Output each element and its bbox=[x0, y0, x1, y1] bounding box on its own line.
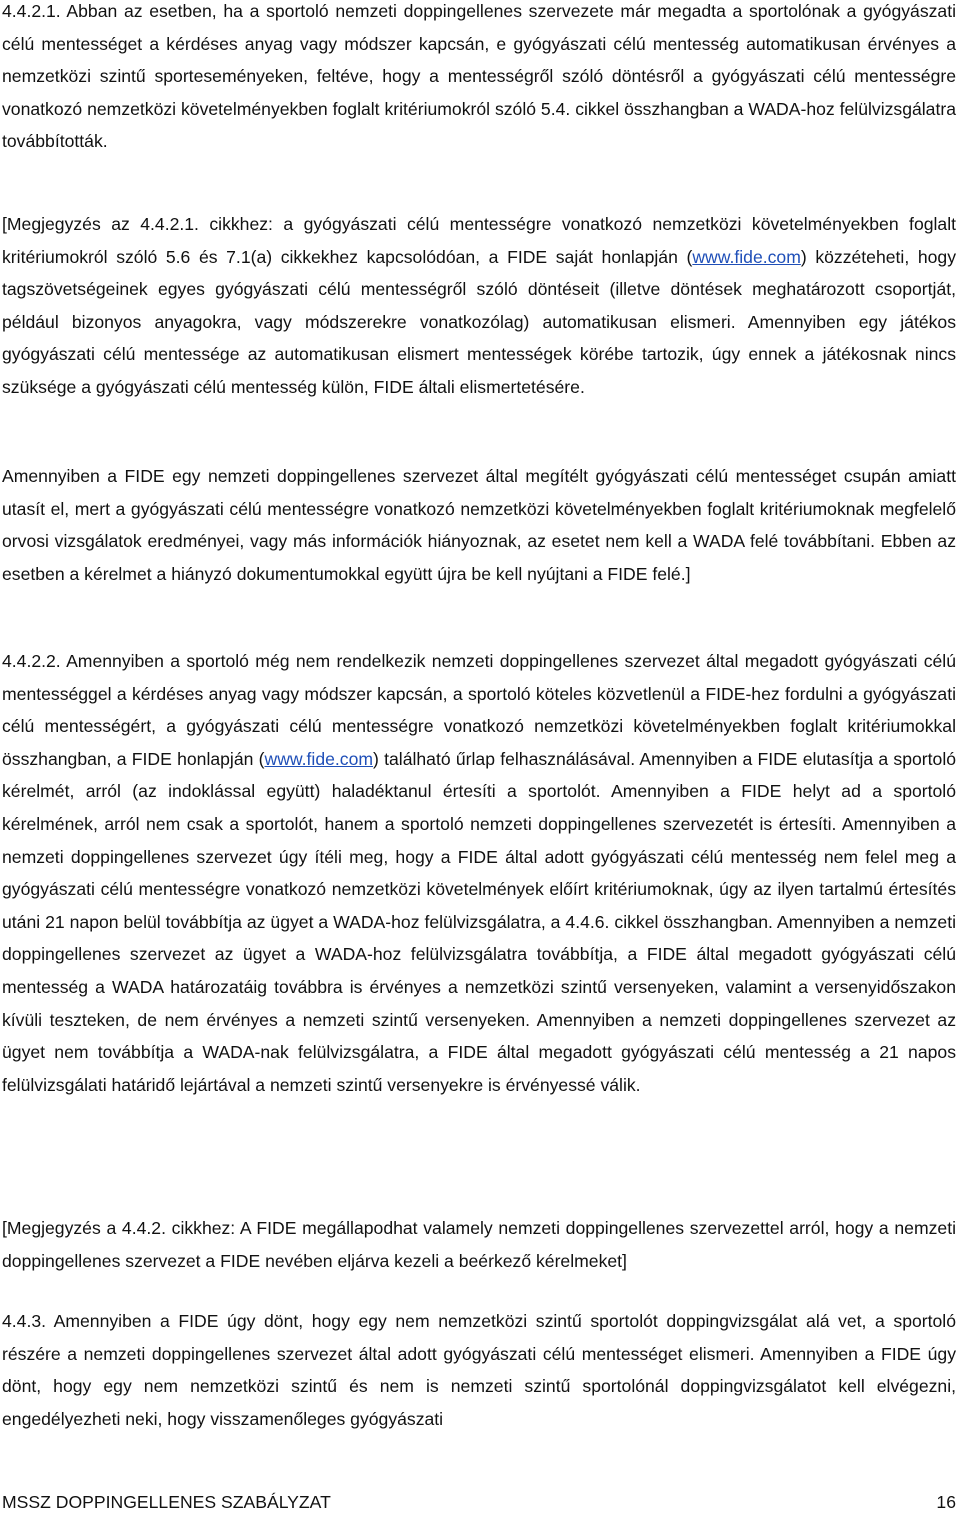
paragraph-4-4-3: 4.4.3. Amennyiben a FIDE úgy dönt, hogy egy nem nemzetközi szintű sportolót doppingvizsgálat alá vet, a sportoló részére a nemzeti doppingellenes szervezet által adott gyógyászati célú mentességet elismeri. Amennyiben a FIDE úgy dönt, hogy egy nem nemzetközi szintű és nem is nemzeti szintű sportolónál doppingvizsgálatot kell elvégezni, engedélyezheti neki, hogy visszamenőleges gyógyászati bbox=[2, 1311, 956, 1429]
fide-website-link-2[interactable]: www.fide.com bbox=[264, 748, 374, 769]
paragraph-rejection-note: Amennyiben a FIDE egy nemzeti doppingellenes szervezet által megítélt gyógyászati célú mentességet csupán amiatt utasít el, mert a gyógyászati célú mentességre vonatkozó nemzetközi követelményekben foglalt kritériumoknak megfelelő orvosi vizsgálatok eredményei, vagy más információk hiányoznak, az esetet nem kell a WADA felé továbbítani. Ebben az esetben a kérelmet a hiányzó dokumentumokkal együtt újra be kell nyújtani a FIDE felé.] bbox=[2, 466, 956, 584]
note-text-end: ) közzéteheti, hogy tagszövetségeinek egyes gyógyászati célú mentességről szóló döntéseit (illetve döntések meghatározott csoportját, például bizonyos anyagokra, vagy módszerekre vonatkozólag) automatikusan elismeri. Amennyiben egy játékos gyógyászati célú mentessége az automatikusan elismert mentességek körébe tartozik, úgy ennek a játékosnak nincs szüksége a gyógyászati célú mentesség külön, FIDE általi elismertetésére. bbox=[2, 246, 956, 397]
footer-title: MSSZ DOPPINGELLENES SZABÁLYZAT bbox=[2, 1492, 331, 1512]
page-number: 16 bbox=[936, 1492, 956, 1512]
note-paragraph-4-4-2-1 bbox=[2, 208, 956, 404]
paragraph-4-4-2-2-start: 4.4.2.2. Amennyiben a sportoló még nem rendelkezik nemzeti doppingellenes szervezet által megadott gyógyászati célú mentességgel a kérdéses anyag vagy módszer kapcsán, a sportoló köteles közvetlenül a FIDE-hez fordulni a gyógyászati célú mentességért, a gyógyászati célú mentességre vonatkozó nemzetközi követelményekben foglalt kritériumokkal összhangban, a FIDE honlapján ( bbox=[2, 651, 956, 769]
paragraph-4-4-2-2-end: ) található űrlap felhasználásával. Amennyiben a FIDE elutasítja a sportoló kérelmét, arról (az indoklással együtt) haladéktanul értesíti a sportolót. Amennyiben a FIDE helyt ad a sportoló kérelmének, arról nem csak a sportolót, hanem a sportoló nemzeti doppingellenes szervezetét is értesíti. Amennyiben a nemzeti doppingellenes szervezet úgy ítéli meg, hogy a FIDE által adott gyógyászati célú mentesség nem felel meg a gyógyászati célú mentességre vonatkozó nemzetközi követelmények előírt kritériumoknak, úgy az ilyen tartalmú értesítés utáni 21 napon belül továbbítja az ügyet a WADA-hoz felülvizsgálatra, a 4.4.6. cikkel összhangban. Amennyiben a nemzeti doppingellenes szervezet az ügyet a WADA-hoz felülvizsgálatra továbbítja, a FIDE által megadott gyógyászati célú mentesség a WADA határozatáig továbbra is érvényes a nemzetközi szintű versenyeken, valamint a versenyidőszakon kívüli teszteken, de nem érvényes a nemzeti szintű versenyeken. Amennyiben a nemzeti doppingellenes szervezet az ügyet nem továbbítja a WADA-nak felülvizsgálatra, a FIDE által megadott gyógyászati célú mentesség a 21 napos felülvizsgálati határidő lejártával a nemzeti szintű versenyekre is érvényessé válik. bbox=[2, 748, 957, 1095]
fide-website-link[interactable]: www.fide.com bbox=[692, 246, 801, 267]
note-text-start: [Megjegyzés az 4.4.2.1. cikkhez: a gyógyászati célú mentességre vonatkozó nemzetközi követelményekben foglalt kritériumokról szóló 5.6 és 7.1(a) cikkekhez kapcsolódóan, a FIDE saját honlapján ( bbox=[2, 214, 956, 267]
page-footer bbox=[2, 1490, 956, 1515]
paragraph-4-4-2-2 bbox=[2, 645, 956, 1101]
note-paragraph-4-4-2: [Megjegyzés a 4.4.2. cikkhez: A FIDE megállapodhat valamely nemzeti doppingellenes szervezettel arról, hogy a nemzeti doppingellenes szervezet a FIDE nevében eljárva kezeli a beérkező kérelmeket] bbox=[2, 1218, 956, 1271]
paragraph-4-4-2-1: 4.4.2.1. Abban az esetben, ha a sportoló nemzeti doppingellenes szervezete már megadta a sportolónak a gyógyászati célú mentességet a kérdéses anyag vagy módszer kapcsán, e gyógyászati célú mentesség automatikusan érvényes a nemzetközi szintű sporteseményeken, feltéve, hogy a mentességről szóló döntésről a gyógyászati célú mentességre vonatkozó nemzetközi követelményekben foglalt kritériumokról szóló 5.4. cikkel összhangban a WADA-hoz felülvizsgálatra továbbították. bbox=[2, 1, 956, 152]
